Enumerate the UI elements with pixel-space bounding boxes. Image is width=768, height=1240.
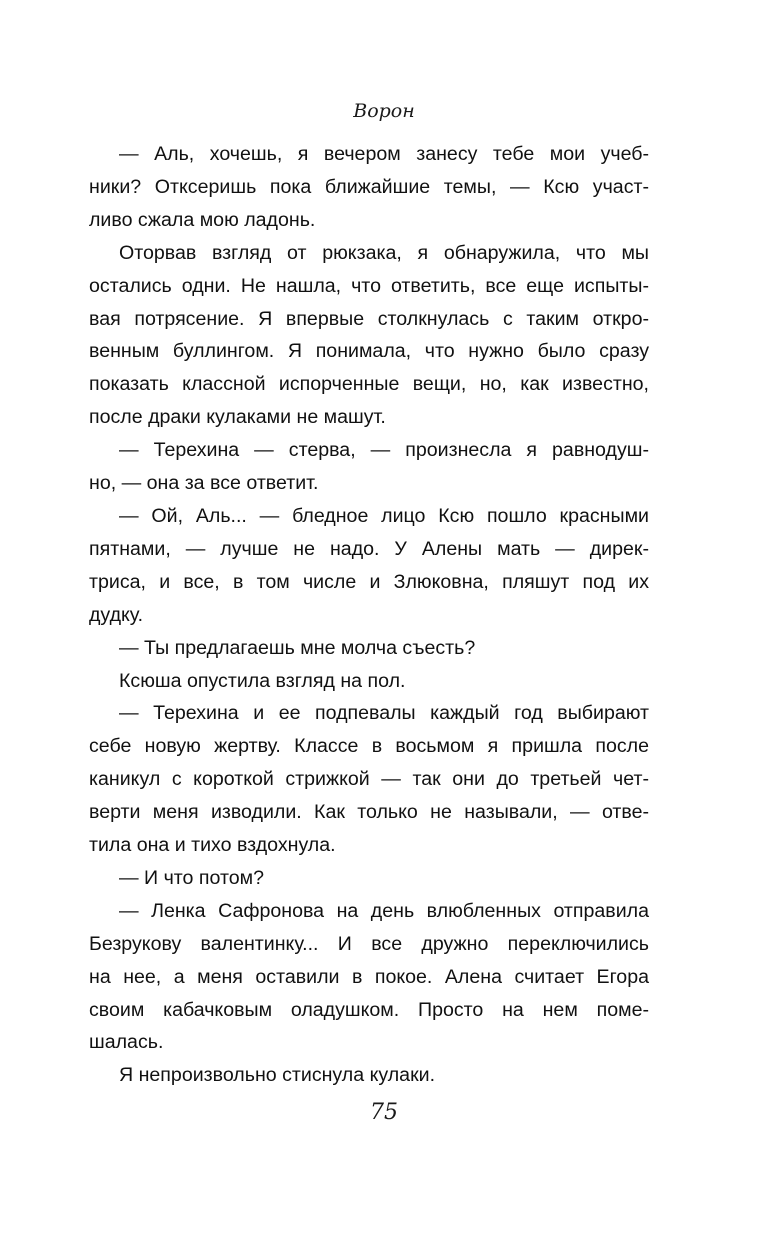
text-line: — Терехина — стерва, — произнесла я равнодуш- [119,439,649,462]
paragraph [89,138,649,237]
paragraph [89,237,649,434]
text-line: венным буллингом. Я понимала, что нужно было сразу [89,340,649,363]
text-line: Ксюша опустила взгляд на пол. [119,669,406,692]
text-line: но, — она за все ответит. [89,472,319,495]
text-line: себе новую жертву. Классе в восьмом я пришла после [89,735,649,758]
text-line: триса, и все, в том числе и Злюковна, пляшут под их [89,570,649,593]
text-line: Я непроизвольно стиснула кулаки. [119,1064,436,1087]
text-line: Безрукову валентинку... И все дружно переключились [89,932,649,955]
page-number: 75 [370,1100,398,1125]
body-text [89,138,649,1092]
paragraph [89,500,649,632]
text-line: — Ленка Сафронова на день влюбленных отправила [119,899,649,922]
paragraph [89,697,649,862]
running-header: Ворон [353,100,415,122]
paragraph [119,1059,649,1092]
text-line: шалась. [89,1031,164,1054]
text-line: — Ой, Аль... — бледное лицо Ксю пошло красными [119,504,649,527]
paragraph [89,895,649,1060]
text-line: дудку. [89,603,144,626]
text-line: после драки кулаками не машут. [89,406,386,429]
text-line: показать классной испорченные вещи, но, как известно, [89,373,649,396]
text-line: — Ты предлагаешь мне молча съесть? [119,636,476,659]
text-line: вая потрясение. Я впервые столкнулась с таким откро- [89,307,649,330]
paragraph [119,632,649,665]
text-line: остались одни. Не нашла, что ответить, все еще испыты- [89,274,649,297]
text-line: — И что потом? [119,866,264,889]
paragraph [89,434,649,500]
text-line: — Терехина и ее подпевалы каждый год выбирают [119,702,649,725]
text-line: Оторвав взгляд от рюкзака, я обнаружила, что мы [119,241,649,264]
text-line: своим кабачковым оладушком. Просто на нем поме- [89,998,649,1021]
text-line: — Аль, хочешь, я вечером занесу тебе мои учеб- [119,143,649,165]
text-line: верти меня изводили. Как только не называли, — отве- [89,801,649,824]
text-line: пятнами, — лучше не надо. У Алены мать — дирек- [89,537,649,560]
text-line: ники? Отксеришь пока ближайшие темы, — Ксю участ- [89,175,649,198]
text-line: каникул с короткой стрижкой — так они до третьей чет- [89,768,649,791]
paragraph [119,665,649,698]
paragraph [119,862,649,895]
text-line: ливо сжала мою ладонь. [89,208,316,231]
text-line: тила она и тихо вздохнула. [89,834,336,857]
text-line: на нее, а меня оставили в покое. Алена считает Егора [89,965,649,988]
